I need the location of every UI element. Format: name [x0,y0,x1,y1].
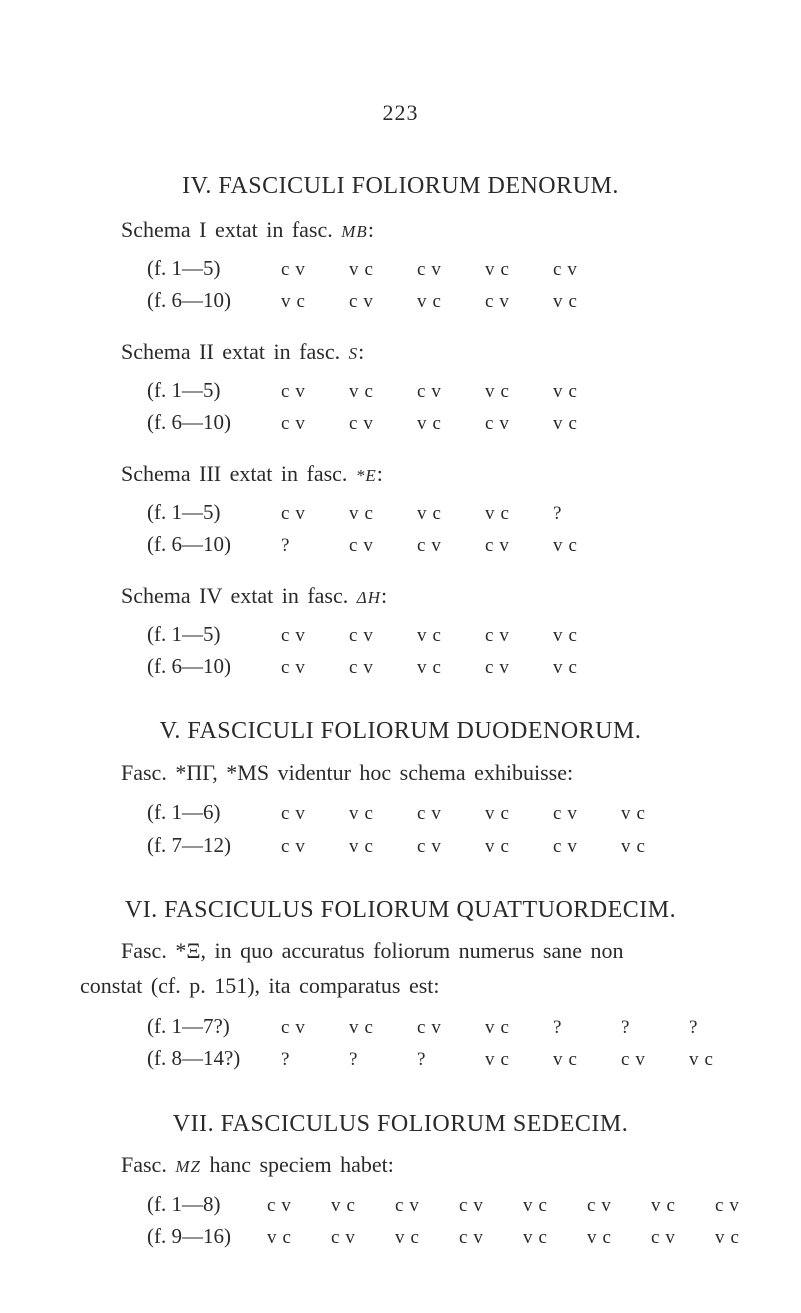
section-intro: Fasc. *ΠΓ, *MS videntur hoc schema exhibuisse: [121,760,574,785]
schema-intro: Schema II extat in fasc. S: [121,339,365,364]
section-heading: IV. FASCICULI FOLIORUM DENORUM. [182,173,619,199]
schema-row: (f. 1—8) cv vc cv cv vc cv vc cv [147,1192,745,1216]
schema-intro: Schema I extat in fasc. MB: [121,217,374,242]
schema-row: (f. 1—5) cv vc vc vc ? [147,500,568,524]
schema-intro: Schema III extat in fasc. *E: [121,461,383,486]
schema-row: (f. 6—10) vc cv vc cv vc [147,288,583,312]
page-number: 223 [382,100,419,125]
section-heading: VI. FASCICULUS FOLIORUM QUATTUORDECIM. [124,897,677,923]
schema-row: (f. 1—5) cv vc cv vc vc [147,378,583,402]
sigla: MB [341,222,368,241]
section-intro: constat (cf. p. 151), ita comparatus est: [80,973,440,998]
sigla: *E [355,466,377,485]
schema-row: (f. 1—5) cv vc cv vc cv [147,256,583,280]
sigla: ΔH [356,588,382,607]
schema-row: (f. 6—10) cv cv vc cv vc [147,654,583,678]
schema-row: (f. 1—5) cv cv vc cv vc [147,622,583,646]
sigla: MZ [175,1157,201,1176]
section-intro: Fasc. MZ hanc speciem habet: [121,1152,394,1177]
schema-row: (f. 6—10) ? cv cv cv vc [147,532,583,556]
schema-row: (f. 6—10) cv cv vc cv vc [147,410,583,434]
schema-row: (f. 1—7?) cv vc cv vc ? ? ? [147,1014,704,1038]
sigla: S [348,344,359,363]
section-intro: Fasc. *Ξ, in quo accuratus foliorum numerus sane non [121,938,624,963]
schema-row: (f. 8—14?) ? ? ? vc vc cv vc [147,1046,719,1070]
section-heading: VII. FASCICULUS FOLIORUM SEDECIM. [172,1111,629,1137]
schema-row: (f. 7—12) cv vc cv vc cv vc [147,833,651,857]
schema-intro: Schema IV extat in fasc. ΔH: [121,583,388,608]
schema-row: (f. 9—16) vc cv vc cv vc vc cv vc [147,1224,745,1248]
section-heading: V. FASCICULI FOLIORUM DUODENORUM. [159,718,642,744]
schema-row: (f. 1—6) cv vc cv vc cv vc [147,800,651,824]
